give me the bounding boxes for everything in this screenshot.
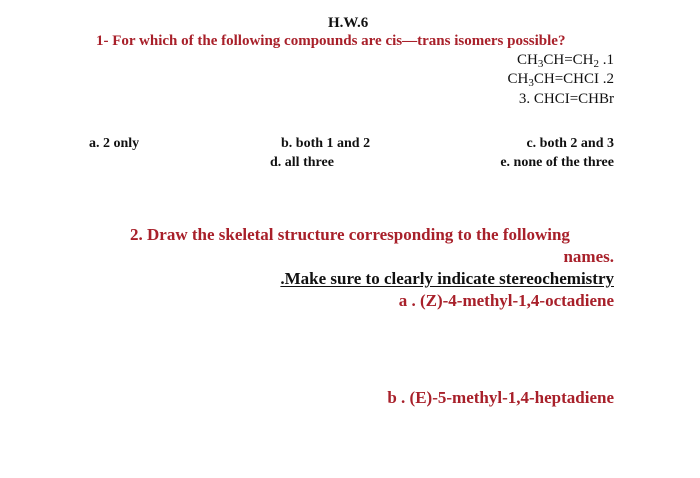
compound-3: 3. CHCI=CHBr: [518, 91, 614, 107]
question-2-line-2: names.: [563, 247, 614, 266]
option-e: e. none of the three: [500, 155, 614, 170]
question-2-line-1: 2. Draw the skeletal structure corresponding to the following: [130, 225, 570, 244]
option-a: a. 2 only: [89, 136, 140, 151]
part-b-compound-name: b . (E)-5-methyl-1,4-heptadiene: [387, 388, 614, 407]
compound-2: $CH_3CH=CHCI$ .2: [507, 71, 614, 89]
page-title: H.W.6: [328, 15, 369, 31]
option-c: c. both 2 and 3: [526, 136, 614, 151]
part-a-compound-name: a . (Z)-4-methyl-1,4-octadiene: [398, 291, 614, 310]
compound-1: $CH_3CH=CH_2$ .1: [517, 52, 614, 70]
question-1-text: 1- For which of the following compounds are cis—trans isomers possible?: [96, 33, 566, 49]
option-d: d. all three: [270, 155, 334, 170]
option-b: b. both 1 and 2: [281, 136, 371, 151]
stereochemistry-instruction: .Make sure to clearly indicate stereochemistry: [280, 269, 614, 288]
